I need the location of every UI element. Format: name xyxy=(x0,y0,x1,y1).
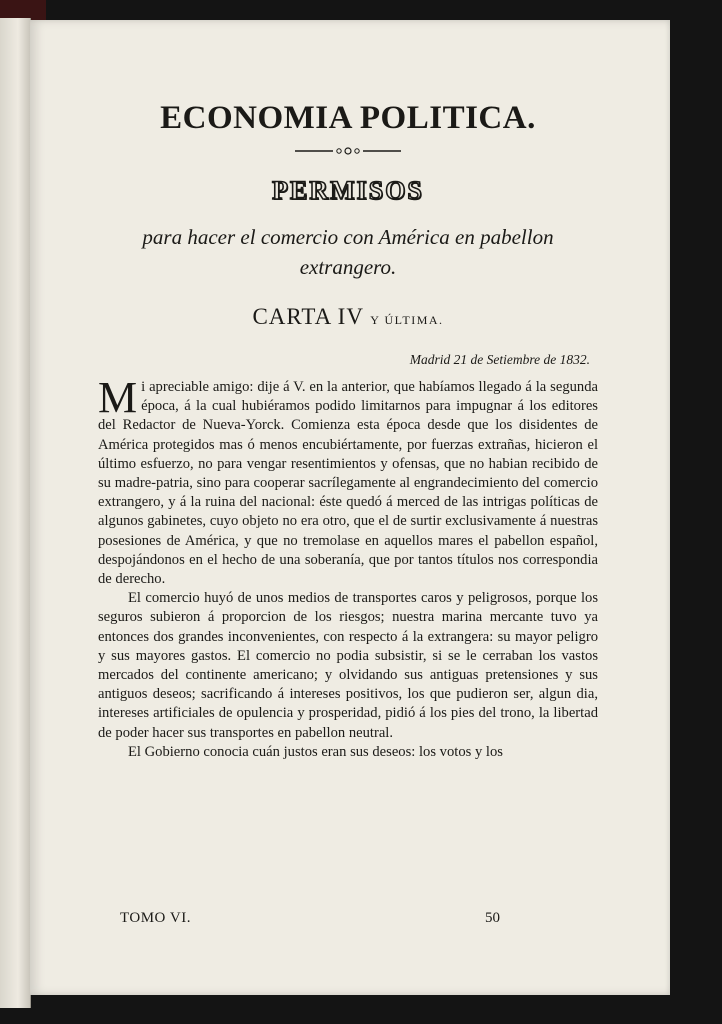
body-text xyxy=(98,373,598,762)
page-content xyxy=(98,98,598,762)
paragraph xyxy=(98,373,598,589)
letter-heading xyxy=(98,304,598,330)
signature-mark: 50 xyxy=(485,910,500,926)
drop-cap: M xyxy=(98,373,138,422)
paragraph-text: i apreciable amigo: dije á V. en la anterior, que habíamos llegado á la segunda época, á la cual hubiéramos podido limitarnos para impugnar á los editores del Redactor de Nueva-Yorck. Comienza esta época desde que los disidentes de América protegidos mas ó menos encubiértamente, por fuerzas extrañas, hicieron el último esfuerzo, no para vengar resentimientos y ofensas, que no habian recibido de su madre-patria, sino para cooperar sacrílegamente al engrandecimiento del comercio extrangero, y á la ruina del nacional: éste quedó á merced de las intrigas políticas de algunos gabinetes, cuyo objeto no era otro, que el de surtir exclusivamente á nuestras posesiones de América, y que no tremolase en aquellos mares el pabellon español, despojándonos en el hecho de una soberanía, que por tantos títulos nos correspondia de derecho. xyxy=(98,379,598,588)
dateline: Madrid 21 de Setiembre de 1832. xyxy=(409,352,590,367)
paragraph: El Gobierno conocia cuán justos eran sus deseos: los votos y los xyxy=(128,743,503,760)
binding-tab xyxy=(0,0,46,20)
paragraph: El comercio huyó de unos medios de transportes caros y peligrosos, porque los seguros subieron á proporcion de los riesgos; nuestra marina mercante tuvo ya entonces dos grandes inconvenientes, con respecto á la extrangera: su mayor peligro y sus mayores gastos. El comercio no podia subsistir, si se le cerraban los vastos mercados del continente americano; y olvidando sus antiguas pretensiones y sus antiguos deseos; sacrificando á intereses positivos, los que pudieron ser, algun dia, intereses artificiales de opulencia y prosperidad, pidió á los pies del trono, la libertad de poder hacer sus transportes en pabellon neutral. xyxy=(98,590,598,741)
facing-page-edge xyxy=(0,18,31,1008)
section-subtitle: para hacer el comercio con América en pabellon extrangero. xyxy=(142,225,554,279)
volume-label: TOMO VI. xyxy=(120,910,191,926)
letter-number: CARTA IV xyxy=(252,304,364,329)
letter-qualifier: Y ÚLTIMA. xyxy=(370,313,444,327)
page-title: ECONOMIA POLITICA. xyxy=(160,100,536,136)
ornament-divider-icon xyxy=(293,144,403,158)
section-heading: PERMISOS xyxy=(272,176,424,205)
book-page xyxy=(30,20,670,995)
